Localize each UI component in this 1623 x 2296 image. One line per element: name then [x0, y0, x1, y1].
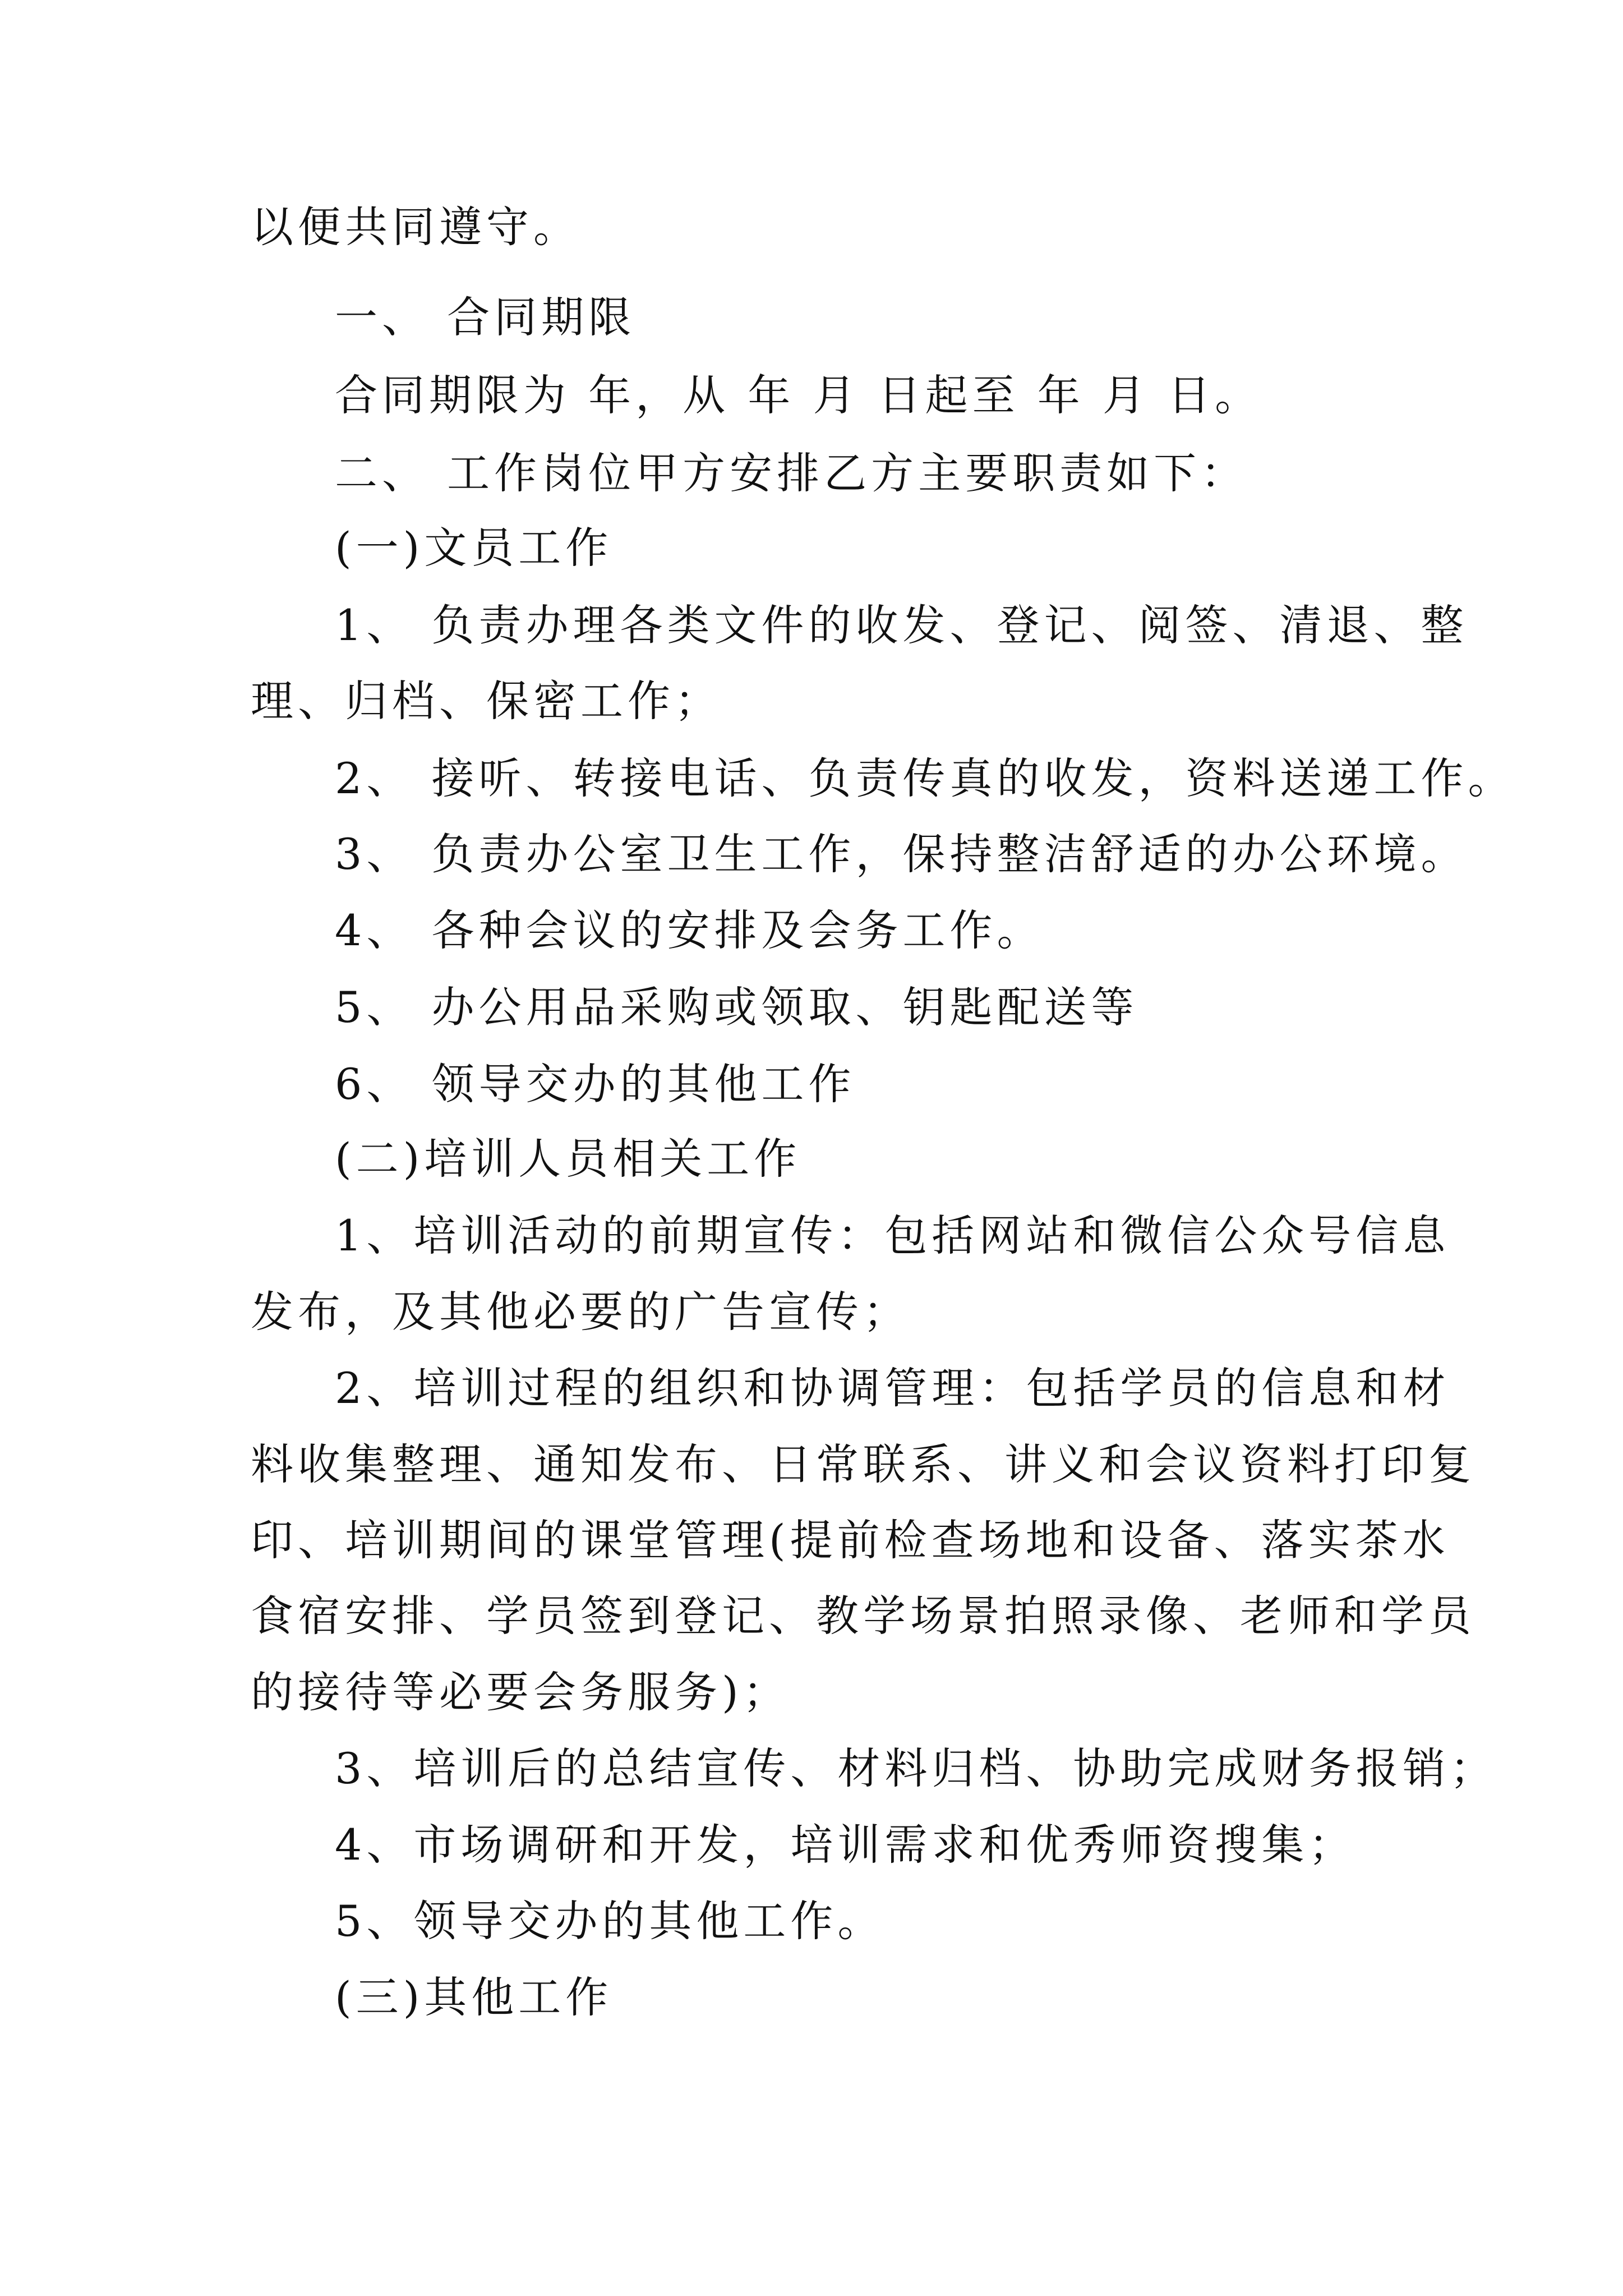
list-item: 6、 领导交办的其他工作	[335, 1059, 856, 1109]
list-item: 1、 负责办理各类文件的收发、登记、阅签、清退、整	[335, 600, 1468, 650]
section-heading: 一、 合同期限	[335, 292, 636, 342]
section-heading: 二、 工作岗位甲方安排乙方主要职责如下：	[335, 448, 1248, 498]
list-item: 3、培训后的总结宣传、材料归档、协助完成财务报销；	[335, 1743, 1497, 1793]
subsection-heading: (二)培训人员相关工作	[335, 1134, 801, 1184]
list-item: 3、 负责办公室卫生工作，保持整洁舒适的办公环境。	[335, 829, 1468, 879]
text-line: 合同期限为 年，从 年 月 日起至 年 月 日。	[335, 370, 1262, 420]
list-item: 4、市场调研和开发，培训需求和优秀师资搜集；	[335, 1820, 1356, 1870]
list-item-continuation: 理、归档、保密工作；	[251, 676, 722, 726]
list-item: 4、 各种会议的安排及会务工作。	[335, 905, 1044, 955]
list-item: 2、 接听、转接电话、负责传真的收发，资料送递工作。	[335, 753, 1515, 803]
text-line: 以便共同遵守。	[251, 202, 580, 252]
list-item: 5、领导交办的其他工作。	[335, 1896, 885, 1946]
list-item-continuation: 印、培训期间的课堂管理(提前检查场地和设备、落实茶水	[251, 1515, 1450, 1565]
list-item: 2、培训过程的组织和协调管理：包括学员的信息和材	[335, 1363, 1450, 1413]
list-item-continuation: 料收集整理、通知发布、日常联系、讲义和会议资料打印复	[251, 1439, 1476, 1489]
subsection-heading: (一)文员工作	[335, 523, 613, 573]
list-item-continuation: 的接待等必要会务服务)；	[251, 1667, 790, 1717]
list-item-continuation: 发布，及其他必要的广告宣传；	[251, 1287, 910, 1337]
list-item: 5、 办公用品采购或领取、钥匙配送等	[335, 982, 1138, 1032]
list-item: 1、培训活动的前期宣传：包括网站和微信公众号信息	[335, 1211, 1450, 1260]
list-item-continuation: 食宿安排、学员签到登记、教学场景拍照录像、老师和学员	[251, 1591, 1476, 1641]
subsection-heading: (三)其他工作	[335, 1972, 613, 2022]
